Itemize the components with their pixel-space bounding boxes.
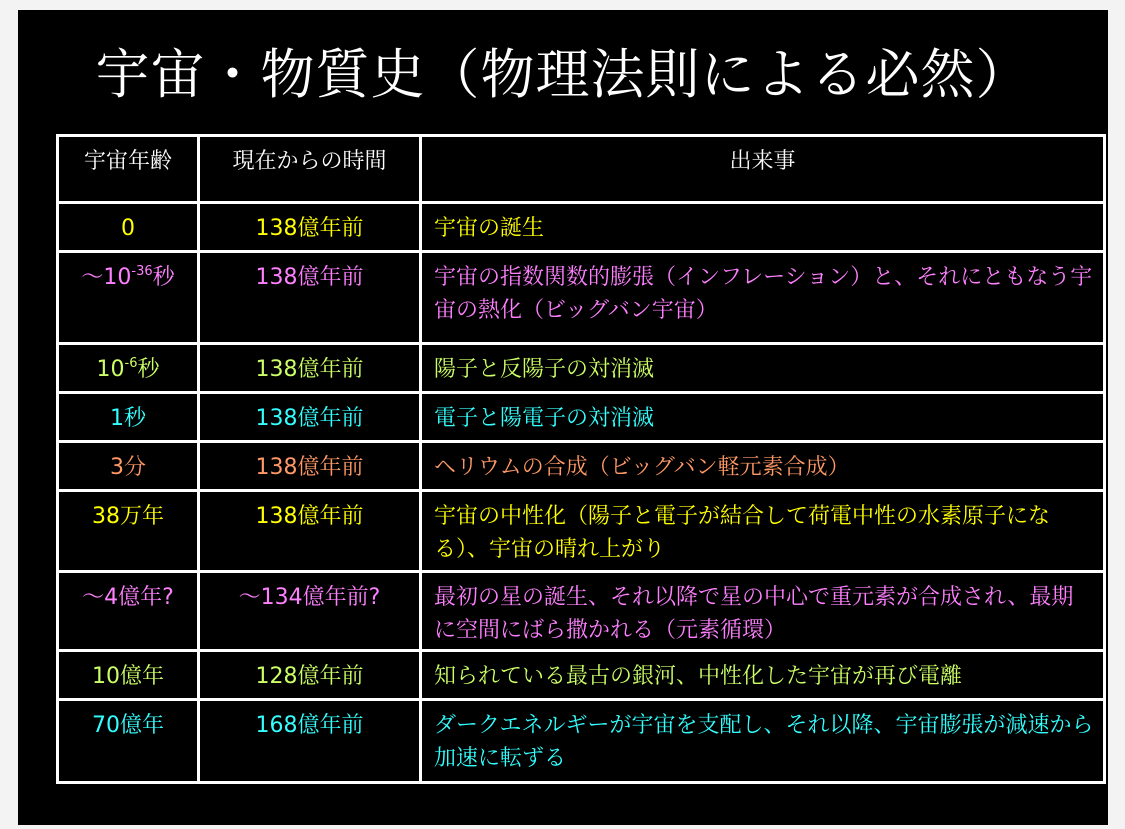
age-unit: 秒 [152, 265, 175, 290]
slide-title: 宇宙・物質史（物理法則による必然） [95, 43, 1031, 106]
event-cell: 最初の星の誕生、それ以降で星の中心で重元素が合成され、最期に空間にばら撒かれる（元素循環） [421, 572, 1105, 651]
age-cell [58, 344, 199, 393]
header-event: 出来事 [421, 136, 1105, 203]
time-cell: 138億年前 [199, 442, 421, 491]
age-unit: 秒 [137, 357, 160, 382]
age-cell: 3分 [58, 442, 199, 491]
event-cell: 電子と陽電子の対消滅 [421, 393, 1105, 442]
time-cell: 138億年前 [199, 491, 421, 572]
time-cell: 138億年前 [199, 203, 421, 252]
table-row [58, 572, 1105, 651]
event-cell: ダークエネルギーが宇宙を支配し、それ以降、宇宙膨張が減速から加速に転ずる [421, 700, 1105, 783]
event-cell: ヘリウムの合成（ビッグバン軽元素合成） [421, 442, 1105, 491]
table-row [58, 491, 1105, 572]
age-cell: 1秒 [58, 393, 199, 442]
time-cell: ～134億年前? [199, 572, 421, 651]
table-row [58, 344, 1105, 393]
time-cell: 168億年前 [199, 700, 421, 783]
table-header-row [58, 136, 1105, 203]
time-cell: 138億年前 [199, 344, 421, 393]
time-cell: 138億年前 [199, 393, 421, 442]
event-cell: 宇宙の中性化（陽子と電子が結合して荷電中性の水素原子になる）、宇宙の晴れ上がり [421, 491, 1105, 572]
age-exponent: -36 [131, 264, 153, 279]
age-cell: ～4億年? [58, 572, 199, 651]
age-cell: 0 [58, 203, 199, 252]
event-cell: 宇宙の誕生 [421, 203, 1105, 252]
age-cell [58, 252, 199, 344]
table-row [58, 203, 1105, 252]
age-cell: 38万年 [58, 491, 199, 572]
age-cell: 10億年 [58, 651, 199, 700]
time-cell: 128億年前 [199, 651, 421, 700]
cosmic-history-table [56, 134, 1106, 784]
age-base: ～10 [81, 265, 132, 290]
event-cell: 陽子と反陽子の対消滅 [421, 344, 1105, 393]
table-row [58, 442, 1105, 491]
table-row [58, 651, 1105, 700]
table-row [58, 700, 1105, 783]
time-cell: 138億年前 [199, 252, 421, 344]
age-base: 10 [96, 357, 125, 382]
event-cell: 宇宙の指数関数的膨張（インフレーション）と、それにともなう宇宙の熱化（ビッグバン宇宙） [421, 252, 1105, 344]
age-cell: 70億年 [58, 700, 199, 783]
slide [18, 10, 1108, 825]
header-age: 宇宙年齢 [58, 136, 199, 203]
event-cell: 知られている最古の銀河、中性化した宇宙が再び電離 [421, 651, 1105, 700]
age-exponent: -6 [124, 356, 138, 371]
header-time-from-now: 現在からの時間 [199, 136, 421, 203]
table-row [58, 393, 1105, 442]
table-row [58, 252, 1105, 344]
